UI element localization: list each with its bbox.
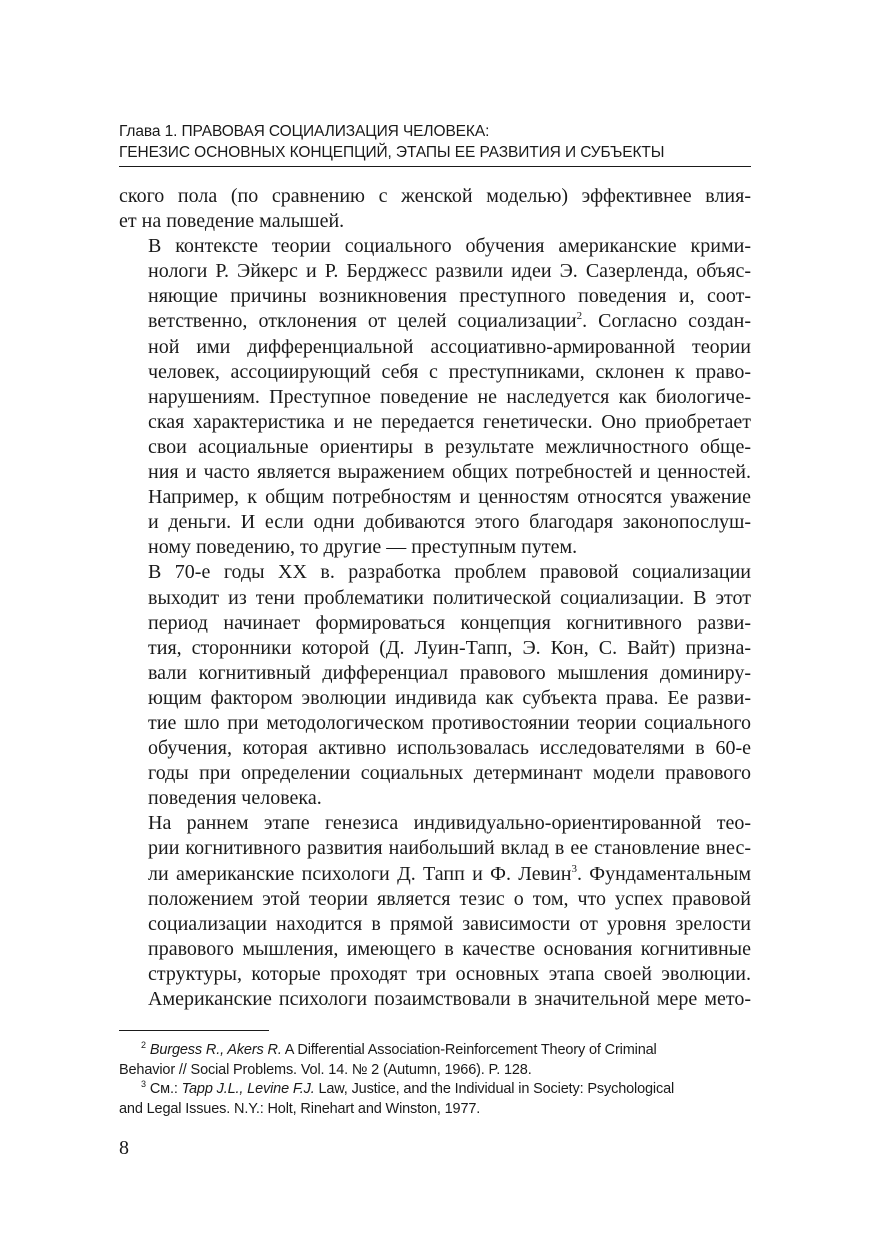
text-line: обучения, которая активно использовалась исследователями в 60-е: [148, 737, 751, 760]
text-line: ющим фактором эволюции индивида как субъекта права. Ее разви-: [148, 686, 751, 709]
text-line: ния и часто является выражением общих потребностей и ценностей.: [148, 461, 751, 484]
footnote-text: Law, Justice, and the Individual in Society: Psychological: [314, 1081, 675, 1097]
text-line: [119, 309, 751, 334]
text-line: и деньги. И если одни добиваются этого благодаря законопослуш-: [148, 511, 751, 534]
text-line: правового мышления, имеющего в качестве основания когнитивные: [148, 937, 751, 960]
footnotes: [119, 1041, 751, 1119]
paragraph-1: [119, 184, 751, 234]
footnote-prefix: См.:: [149, 1081, 182, 1097]
page-number: 8: [119, 1137, 129, 1159]
footnote-ref-2[interactable]: 2: [576, 310, 583, 323]
footnote-line: and Legal Issues. N.Y.: Holt, Rinehart and Winston, 1977.: [119, 1100, 481, 1117]
footnote-line: Behavior // Social Problems. Vol. 14. № 2 (Autumn, 1966). P. 128.: [119, 1061, 532, 1078]
footnote-authors: Tapp J.L., Levine F.J.: [181, 1081, 315, 1097]
text-line: нарушениям. Преступное поведение не наследуется как биологиче-: [148, 385, 751, 408]
paragraph-4: [119, 811, 751, 1012]
text-fragment: . Фундаментальным: [576, 862, 751, 885]
text-line: ская характеристика и не передается генетически. Оно приобретает: [148, 410, 751, 433]
text-line: тия, сторонники которой (Д. Луин-Тапп, Э. Кон, С. Вайт) призна-: [148, 636, 751, 659]
footnote-2: [119, 1041, 751, 1080]
text-fragment: ветственно, отклонения от целей социализации: [148, 310, 577, 333]
running-head-line-2: ГЕНЕЗИС ОСНОВНЫХ КОНЦЕПЦИЙ, ЭТАПЫ ЕЕ РАЗВИТИЯ И СУБЪЕКТЫ: [119, 144, 665, 161]
paragraph-2: [119, 234, 751, 560]
footnote-line: [119, 1041, 751, 1061]
text-line: В 70-е годы XX в. разработка проблем правовой социализации: [148, 561, 751, 584]
text-line: тие шло при методологическом противостоянии теории социального: [148, 711, 751, 734]
text-line: Например, к общим потребностям и ценностям относятся уважение: [148, 486, 751, 509]
text-line: ет на поведение малышей.: [119, 210, 345, 233]
footnote-text: A Differential Association-Reinforcement Theory of Criminal: [281, 1042, 657, 1058]
text-line: рии когнитивного развития наибольший вклад в ее становление внес-: [148, 837, 751, 860]
text-line: [119, 862, 751, 887]
text-line: В контексте теории социального обучения американские крими-: [148, 235, 751, 258]
header-rule: [119, 166, 751, 167]
paragraph-3: [119, 560, 751, 811]
footnote-3: [119, 1080, 751, 1119]
text-line: свои асоциальные ориентиры в результате межличностного обще-: [148, 435, 751, 458]
text-line: выходит из тени проблематики политической социализации. В этот: [148, 586, 751, 609]
running-head: [119, 121, 751, 163]
footnote-line: [119, 1080, 751, 1100]
body-text: [119, 184, 751, 1012]
text-fragment: ли американские психологи Д. Тапп и Ф. Левин: [148, 862, 572, 885]
text-line: годы при определении социальных детерминант модели правового: [148, 762, 751, 785]
text-line: структуры, которые проходят три основных этапа своей эволюции.: [148, 962, 751, 985]
text-line: Американские психологи позаимствовали в значительной мере мето-: [148, 988, 751, 1010]
text-line: ной ими дифференциальной ассоциативно-армированной теории: [148, 335, 751, 358]
text-line: поведения человека.: [148, 787, 322, 810]
text-line: нологи Р. Эйкерс и Р. Берджесс развили идеи Э. Сазерленда, объяс-: [148, 260, 751, 283]
footnote-rule: [119, 1030, 269, 1031]
footnote-ref-3[interactable]: 3: [571, 862, 577, 875]
footnote-marker: 2: [141, 1040, 146, 1050]
text-line: ному поведению, то другие — преступным путем.: [148, 536, 578, 559]
footnote-authors: Burgess R., Akers R.: [149, 1042, 282, 1058]
text-line: социализации находится в прямой зависимости от уровня зрелости: [148, 912, 751, 935]
text-line: человек, ассоциирующий себя с преступниками, склонен к право-: [148, 360, 751, 383]
footnote-marker: 3: [141, 1079, 146, 1089]
text-line: ского пола (по сравнению с женской моделью) эффективнее влия-: [119, 185, 751, 207]
text-line: На раннем этапе генезиса индивидуально-ориентированной тео-: [148, 812, 751, 835]
text-line: няющие причины возникновения преступного поведения и, соот-: [148, 285, 751, 308]
text-line: вали когнитивный дифференциал правового мышления доминиру-: [148, 661, 751, 684]
text-line: положением этой теории является тезис о том, что успех правовой: [148, 887, 751, 910]
text-line: период начинает формироваться концепция когнитивного разви-: [148, 611, 751, 634]
running-head-line-1: Глава 1. ПРАВОВАЯ СОЦИАЛИЗАЦИЯ ЧЕЛОВЕКА:: [119, 123, 490, 140]
text-fragment: . Согласно создан-: [582, 310, 752, 333]
